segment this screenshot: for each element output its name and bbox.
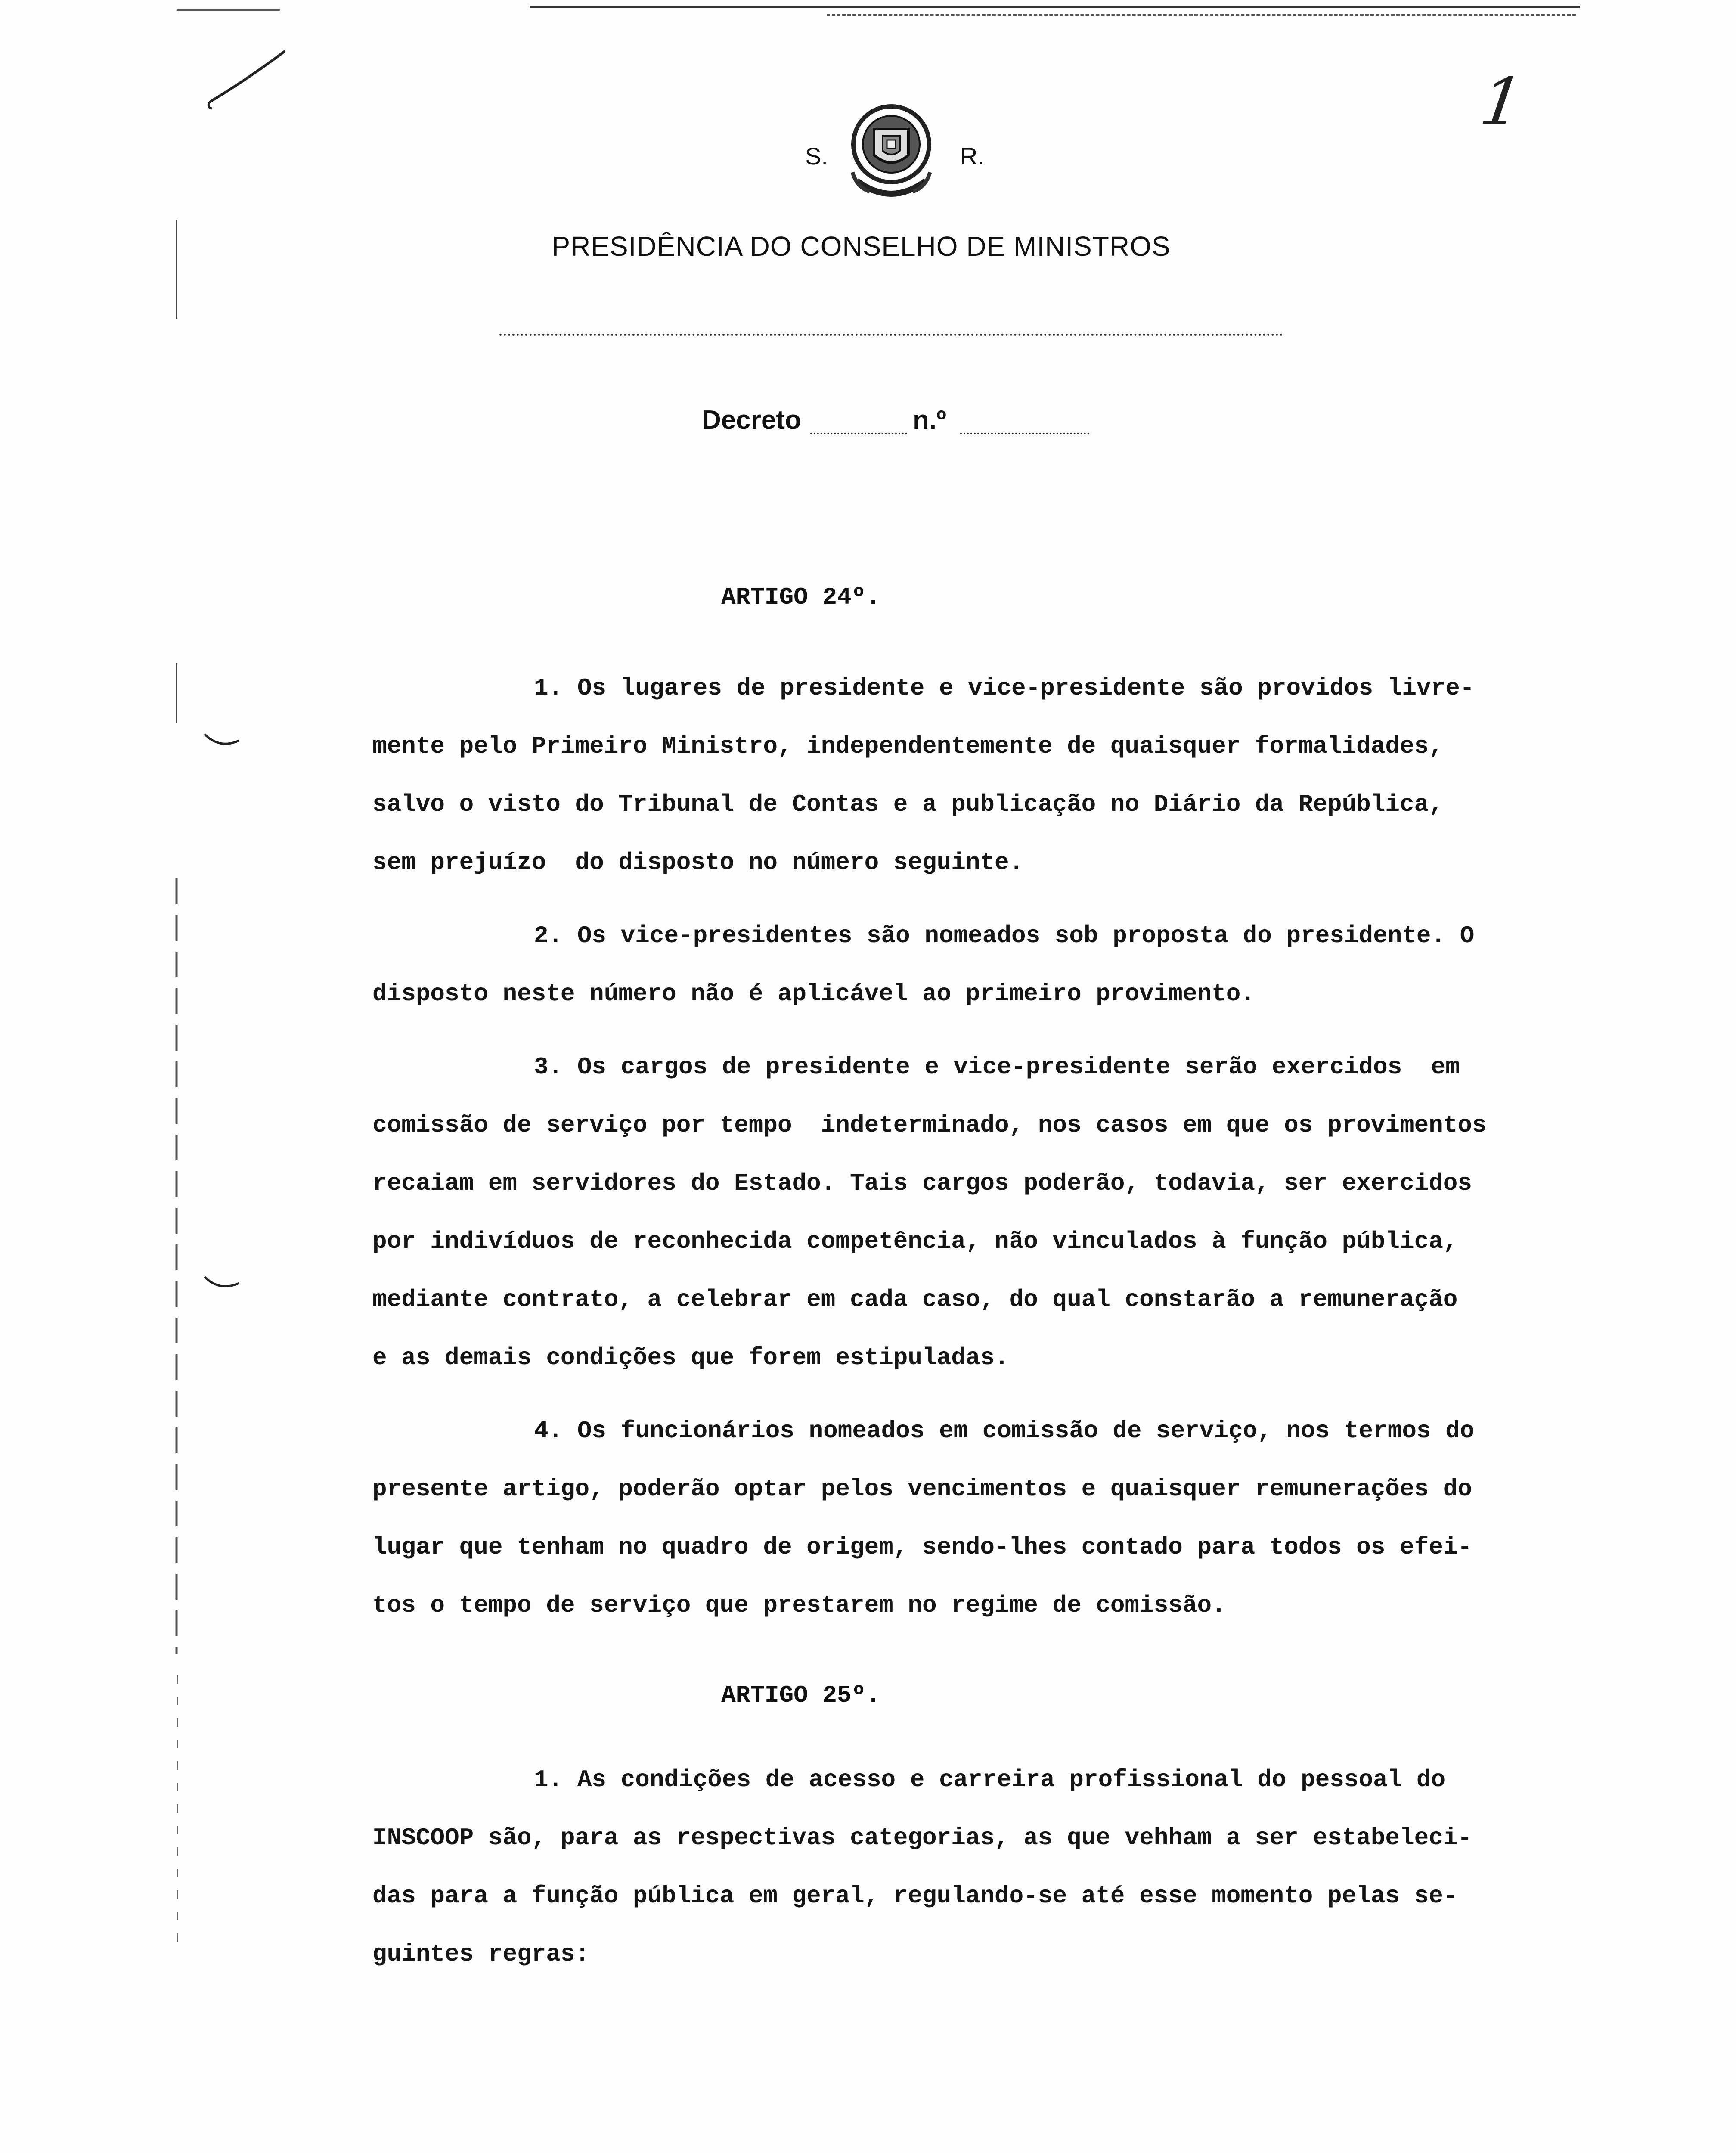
text-line: disposto neste número não é aplicável ao primeiro provimento. bbox=[372, 980, 1255, 1008]
article-title: ARTIGO 25º. bbox=[721, 1681, 880, 1709]
text-line: e as demais condições que forem estipuladas. bbox=[372, 1344, 1009, 1371]
margin-tick-mark bbox=[202, 732, 241, 749]
text-line: 4. Os funcionários nomeados em comissão de serviço, nos termos do bbox=[534, 1417, 1475, 1445]
text-line: INSCOOP são, para as respectivas categorias, as que vehham a ser estabeleci- bbox=[372, 1824, 1472, 1852]
text-line: mente pelo Primeiro Ministro, independentemente de quaisquer formalidades, bbox=[372, 732, 1443, 760]
state-emblem-header bbox=[784, 99, 990, 207]
text-line: sem prejuízo do disposto no número seguinte. bbox=[372, 849, 1024, 876]
pen-stroke-mark bbox=[202, 47, 297, 116]
margin-tick-mark bbox=[202, 1275, 241, 1292]
text-line: das para a função pública em geral, regulando-se até esse momento pelas se- bbox=[372, 1882, 1458, 1910]
office-title: PRESIDÊNCIA DO CONSELHO DE MINISTROS bbox=[552, 231, 1171, 262]
decree-number-field bbox=[702, 405, 1132, 444]
text-line: guintes regras: bbox=[372, 1940, 590, 1968]
text-line: recaiam em servidores do Estado. Tais cargos poderão, todavia, ser exercidos bbox=[372, 1170, 1472, 1197]
coat-of-arms-emblem bbox=[844, 99, 939, 207]
text-line: 1. Os lugares de presidente e vice-presidente são providos livre- bbox=[534, 674, 1475, 702]
binding-hole-marks bbox=[164, 17, 189, 1998]
article-title: ARTIGO 24º. bbox=[721, 583, 880, 611]
scan-edge-line bbox=[530, 6, 1580, 8]
text-line: salvo o visto do Tribunal de Contas e a publicação no Diário da República, bbox=[372, 791, 1443, 818]
dotted-rule bbox=[499, 334, 1283, 336]
decree-blank-dots bbox=[810, 433, 907, 434]
text-line: mediante contrato, a celebrar em cada caso, do qual constarão a remuneração bbox=[372, 1286, 1458, 1313]
emblem-letter-left: S. bbox=[805, 143, 828, 170]
emblem-letter-right: R. bbox=[960, 143, 984, 170]
text-line: tos o tempo de serviço que prestarem no regime de comissão. bbox=[372, 1591, 1226, 1619]
text-line: 2. Os vice-presidentes são nomeados sob proposta do presidente. O bbox=[534, 922, 1475, 949]
decree-number-blank-dots bbox=[960, 433, 1089, 434]
text-line: 3. Os cargos de presidente e vice-presidente serão exercidos em bbox=[534, 1053, 1460, 1081]
text-line: comissão de serviço por tempo indeterminado, nos casos em que os provimentos bbox=[372, 1111, 1487, 1139]
text-line: 1. As condições de acesso e carreira profissional do pessoal do bbox=[534, 1766, 1446, 1793]
text-line: presente artigo, poderão optar pelos vencimentos e quaisquer remunerações do bbox=[372, 1475, 1472, 1503]
text-line: por indivíduos de reconhecida competência, não vinculados à função pública, bbox=[372, 1228, 1458, 1255]
page-number: 1 bbox=[1476, 65, 1528, 140]
decree-number-label: n.º bbox=[913, 405, 946, 435]
scan-edge-dashes bbox=[827, 14, 1576, 16]
scan-corner-line bbox=[177, 9, 280, 11]
decree-label: Decreto bbox=[702, 405, 801, 435]
text-line: lugar que tenham no quadro de origem, sendo-lhes contado para todos os efei- bbox=[372, 1533, 1472, 1561]
